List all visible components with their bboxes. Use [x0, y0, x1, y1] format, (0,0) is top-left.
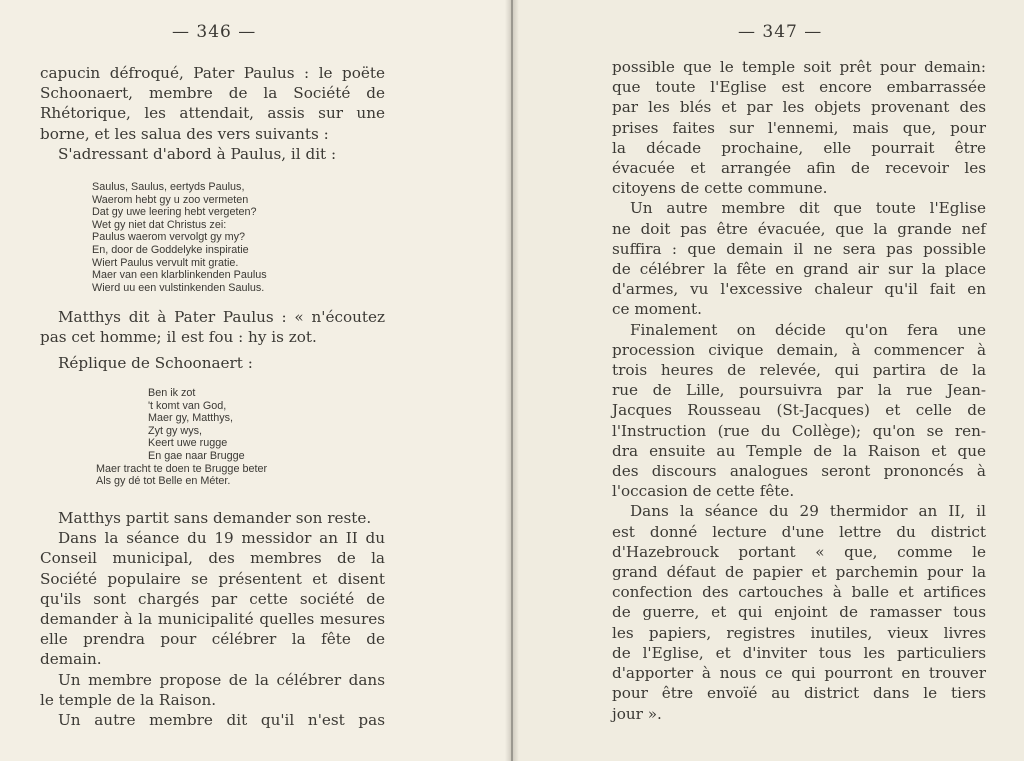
text-line: évacuée et arrangée afin de recevoir les — [612, 159, 986, 178]
text-line: Un autre membre dit qu'il n'est pas — [58, 711, 385, 730]
text-line: de célébrer la fête en grand air sur la place — [612, 260, 986, 279]
text-line: des discours analogues seront prononcés à — [612, 462, 986, 481]
text-line: jour ». — [612, 704, 662, 723]
verse-line: Maer gy, Matthys, — [148, 412, 233, 425]
verse-line: En, door de Goddelyke inspiratie — [92, 243, 249, 256]
verse-saulus — [92, 181, 267, 294]
page-number-left: — 346 — — [172, 22, 257, 42]
text-line: Schoonaert, membre de la Société de — [40, 84, 385, 103]
verse-line: Wierd uu een vulstinkenden Saulus. — [92, 281, 265, 294]
text-line: Un membre propose de la célébrer dans — [58, 670, 385, 689]
text-line: procession civique demain, à commencer à — [612, 340, 986, 359]
verse-line: Keert uwe rugge — [148, 437, 228, 450]
left-top-paragraph — [40, 63, 385, 164]
verse-line: En gae naar Brugge — [148, 449, 245, 462]
text-line: citoyens de cette commune. — [612, 179, 828, 198]
verse-line: Saulus, Saulus, eertyds Paulus, — [92, 181, 245, 193]
text-line: elle prendra pour célébrer la fête de — [40, 630, 385, 649]
text-line: Un autre membre dit que toute l'Eglise — [630, 199, 986, 218]
text-line: qu'ils sont chargés par cette société de — [40, 589, 385, 608]
text-line: Dans la séance du 19 messidor an II du — [58, 529, 385, 548]
left-bottom-paragraphs — [40, 508, 385, 730]
text-line: les papiers, registres inutiles, vieux livres — [612, 623, 986, 642]
verse-line: Ben ik zot — [148, 387, 196, 399]
text-line: ne doit pas être évacuée, que la grande nef — [612, 219, 986, 238]
book-gutter — [505, 0, 519, 761]
text-line: Matthys dit à Pater Paulus : « n'écoutez — [58, 308, 385, 326]
text-line: par les blés et par les objets provenant des — [612, 98, 986, 117]
left-page — [0, 0, 510, 761]
text-line: le temple de la Raison. — [40, 690, 217, 709]
text-line: demander à la municipalité quelles mesures — [40, 610, 385, 629]
verse-intro: S'adressant d'abord à Paulus, il dit : — [58, 144, 337, 163]
verse-line: Dat gy uwe leering hebt vergeten? — [92, 206, 257, 219]
text-line: capucin défroqué, Pater Paulus : le poëte — [40, 64, 385, 82]
text-line: l'occasion de cette fête. — [612, 482, 795, 501]
verse-line: Paulus waerom vervolgt gy my? — [92, 231, 246, 244]
verse-line: Waerom hebt gy u zoo vermeten — [92, 193, 249, 206]
text-line: rue de Lille, poursuivra par la rue Jean- — [612, 381, 986, 400]
text-line: d'armes, vu l'excessive chaleur qu'il fait en — [612, 280, 986, 299]
text-line: ce moment. — [612, 300, 702, 319]
right-page — [512, 0, 1024, 761]
text-line: borne, et les salua des vers suivants : — [40, 124, 329, 143]
verse-line: Zyt gy wys, — [148, 424, 202, 437]
matthys-paragraph — [40, 307, 385, 374]
text-line: l'Instruction (rue du Collège); qu'on se ren- — [612, 421, 986, 440]
text-line: pas cet homme; il est fou : hy is zot. — [40, 328, 317, 347]
verse-line: Maer tracht te doen te Brugge beter — [96, 462, 268, 475]
text-line: possible que le temple soit prêt pour demain: — [612, 58, 986, 76]
text-line: est donné lecture d'une lettre du district — [612, 522, 986, 541]
text-line: Finalement on décide qu'on fera une — [630, 320, 986, 339]
text-line: dra ensuite au Temple de la Raison et que — [612, 441, 986, 460]
verse-line: Wiert Paulus vervult mit gratie. — [92, 256, 239, 269]
verse-ben-ik-zot — [96, 387, 267, 488]
text-line: demain. — [40, 650, 102, 669]
text-line: prises faites sur l'ennemi, mais que, pour — [612, 118, 986, 137]
text-line: de l'Eglise, et d'inviter tous les particuliers — [612, 643, 986, 662]
text-line: Jacques Rousseau (St-Jacques) et celle de — [612, 401, 986, 420]
text-line: grand défaut de papier et parchemin pour la — [612, 563, 986, 582]
text-line: d'apporter à nous ce qui pourront en trouver — [612, 664, 986, 683]
text-line: suffira : que demain il ne sera pas possible — [612, 239, 986, 258]
text-line: Rhétorique, les attendait, assis sur une — [40, 104, 385, 123]
verse-line: Wet gy niet dat Christus zei: — [92, 218, 227, 231]
replique-heading: Réplique de Schoonaert : — [58, 354, 253, 373]
verse-line: Maer van een klarblinkenden Paulus — [92, 269, 267, 282]
text-line: que toute l'Eglise est encore embarrassée — [612, 78, 986, 97]
verse-line: Als gy dé tot Belle en Méter. — [96, 475, 231, 488]
text-line: d'Hazebrouck portant « que, comme le — [612, 542, 986, 561]
text-line: Matthys partit sans demander son reste. — [58, 509, 372, 527]
text-line: trois heures de relevée, qui partira de la — [612, 361, 986, 380]
text-line: confection des cartouches à balle et artifices — [612, 583, 986, 602]
text-line: Dans la séance du 29 thermidor an II, il — [630, 502, 986, 521]
page-number-right: — 347 — — [738, 22, 823, 42]
text-line: Société populaire se présentent et disent — [40, 569, 385, 588]
text-line: de guerre, et qui enjoint de ramasser tous — [612, 603, 986, 622]
right-text-block — [612, 57, 986, 724]
text-line: pour être envoïé au district dans le tiers — [612, 684, 986, 703]
text-line: la décade prochaine, elle pourrait être — [612, 138, 986, 157]
verse-line: 't komt van God, — [148, 399, 227, 412]
text-line: Conseil municipal, des membres de la — [40, 549, 385, 568]
